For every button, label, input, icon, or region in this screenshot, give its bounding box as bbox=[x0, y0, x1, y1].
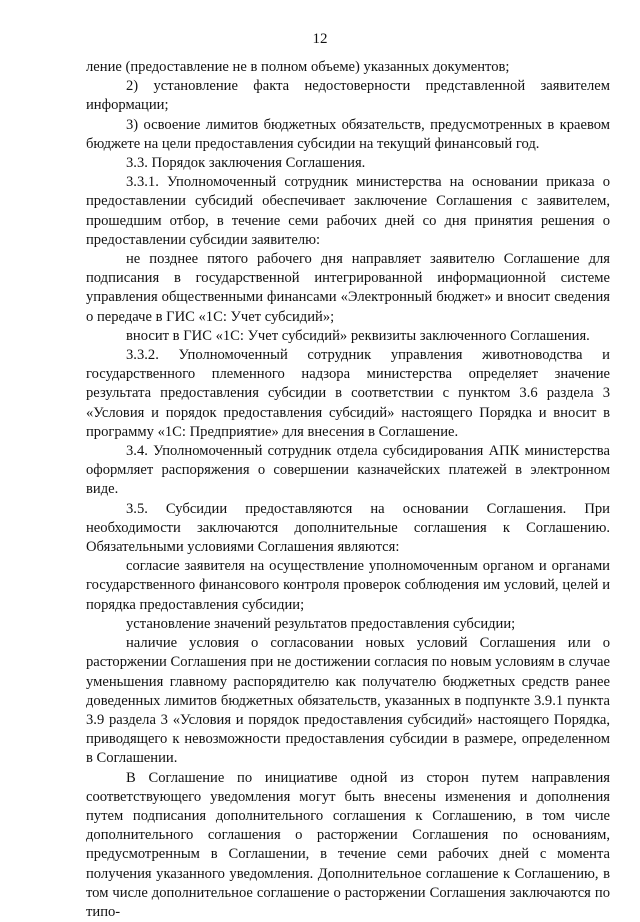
paragraph: установление значений результатов предоставления субсидии; bbox=[126, 615, 516, 632]
paragraph: согласие заявителя на осуществление уполномоченным органом и органами государственного финансового контроля проверок соблюдения им условий, целей и порядка предоставления субсидии; bbox=[86, 558, 610, 613]
paragraph: 3.5. Субсидии предоставляются на основании Соглашения. При необходимости заключаются дополнительные соглашения к Соглашению. Обязательными условиями Соглашения являются: bbox=[86, 500, 610, 556]
paragraph: ление (предоставление не в полном объеме) указанных документов; bbox=[86, 59, 510, 75]
paragraph: В Соглашение по инициативе одной из сторон путем направления соответствующего уведомления могут быть внесены изменения и дополнения путем подписания дополнительного соглашения к Соглашению, в том числе дополнительного соглашения о расторжении Соглашения по основаниям, предусмотренным в Соглашении, в течение семи рабочих дней с момента получения указанного уведомления. Дополнительное соглашение к Соглашению, в том числе дополнительное соглашение о расторжении Соглашения заключаются по типо- bbox=[86, 769, 610, 920]
page-number: 12 bbox=[312, 31, 328, 47]
paragraph: 3) освоение лимитов бюджетных обязательств, предусмотренных в краевом бюджете на цели предоставления субсидии на текущий финансовый год. bbox=[86, 116, 610, 152]
paragraph: 2) установление факта недостоверности представленной заявителем информации; bbox=[86, 78, 610, 114]
paragraph: не позднее пятого рабочего дня направляет заявителю Соглашение для подписания в государственной интегрированной информационной системе управления общественными финансами «Электронный бюджет» и вносит сведения о передаче в ГИС «1С: Учет субсидий»; bbox=[86, 251, 610, 325]
paragraph: 3.4. Уполномоченный сотрудник отдела субсидирования АПК министерства оформляет распоряжения о совершении казначейских платежей в электронном виде. bbox=[86, 443, 610, 498]
paragraph: 3.3. Порядок заключения Соглашения. bbox=[126, 155, 366, 172]
paragraph: 3.3.1. Уполномоченный сотрудник министерства на основании приказа о предоставлении субсидий обеспечивает заключение Соглашения с заявителем, прошедшим отбор, в течение семи рабочих дней со дня принятия решения о предоставлении субсидии заявителю: bbox=[86, 174, 610, 248]
paragraph: наличие условия о согласовании новых условий Соглашения или о расторжении Соглашения при не достижении согласия по новым условиям в случае уменьшения главному распорядителю как получателю бюджетных средств ранее доведенных лимитов бюджетных обязательств, указанных в подпункте 3.9.1 пункта 3.9 раздела 3 «Условия и порядок предоставления субсидий» настоящего Порядка, приводящего к невозможности предоставления субсидии в размере, определенном в Соглашении. bbox=[86, 635, 610, 767]
body-text bbox=[86, 58, 610, 922]
paragraph: вносит в ГИС «1С: Учет субсидий» реквизиты заключенного Соглашения. bbox=[126, 327, 590, 344]
paragraph: 3.3.2. Уполномоченный сотрудник управления животноводства и государственного племенного надзора министерства определяет значение результата предоставления субсидии в соответствии с пунктом 3.6 раздела 3 «Условия и порядок предоставления субсидий» настоящего Порядка и вносит в программу «1С: Предприятие» для внесения в Соглашение. bbox=[86, 347, 610, 440]
